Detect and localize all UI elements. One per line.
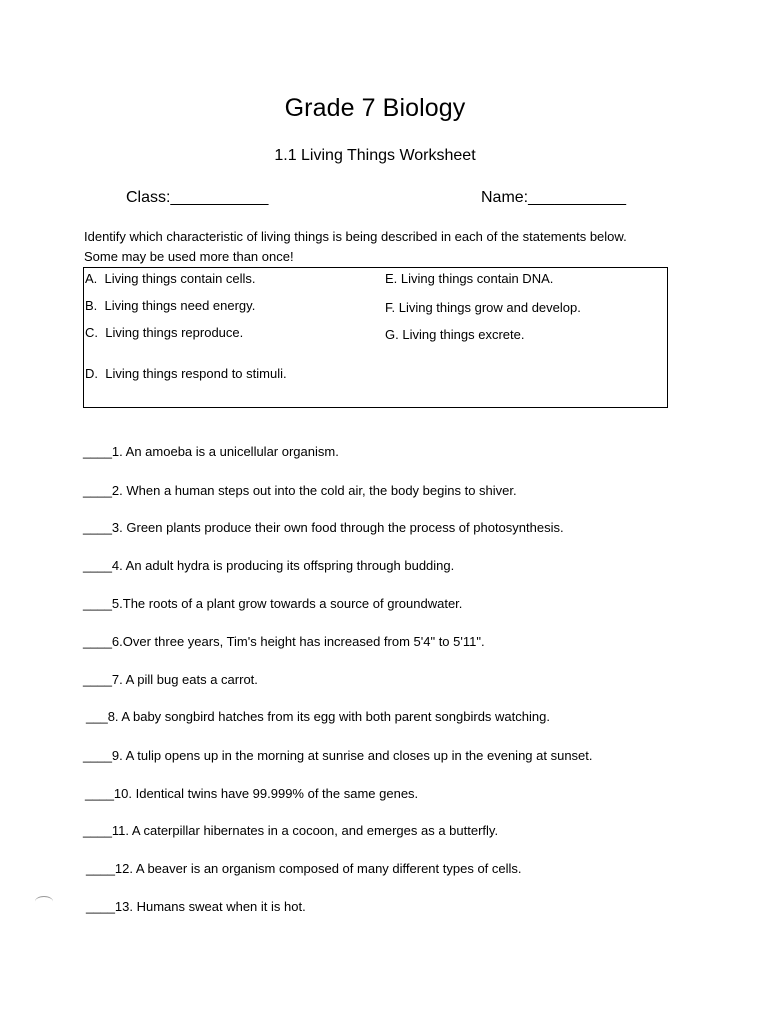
option-c: C. Living things reproduce. [85,325,244,340]
page-title: Grade 7 Biology [284,94,466,122]
question-item: ____12. A beaver is an organism composed of many different types of cells. [86,861,522,876]
name-field-label: Name:___________ [481,189,627,206]
page-subtitle: 1.1 Living Things Worksheet [274,147,476,164]
question-item: ____5.The roots of a plant grow towards a source of groundwater. [83,596,463,611]
question-item: ____2. When a human steps out into the cold air, the body begins to shiver. [83,483,517,498]
option-d: D. Living things respond to stimuli. [85,366,287,381]
option-b: B. Living things need energy. [85,298,256,313]
option-e: E. Living things contain DNA. [385,271,554,286]
question-item: ___8. A baby songbird hatches from its egg with both parent songbirds watching. [86,709,550,724]
instructions-text: Identify which characteristic of living things is being described in each of the statements below. Some may be used more than once! [84,229,627,264]
question-item: ____11. A caterpillar hibernates in a cocoon, and emerges as a butterfly. [83,823,499,838]
question-item: ____10. Identical twins have 99.999% of the same genes. [85,786,419,801]
class-field-label: Class:___________ [126,189,269,206]
option-f: F. Living things grow and develop. [385,300,581,315]
page-corner-mark [35,896,53,907]
option-a: A. Living things contain cells. [85,271,256,286]
question-item: ____9. A tulip opens up in the morning at sunrise and closes up in the evening at sunset. [83,748,593,763]
question-item: ____4. An adult hydra is producing its offspring through budding. [83,558,455,573]
question-item: ____1. An amoeba is a unicellular organism. [83,444,339,459]
question-item: ____6.Over three years, Tim's height has increased from 5'4" to 5'11". [83,634,485,649]
option-g: G. Living things excrete. [385,327,525,342]
question-item: ____13. Humans sweat when it is hot. [86,899,306,914]
question-item: ____7. A pill bug eats a carrot. [83,672,258,687]
question-item: ____3. Green plants produce their own food through the process of photosynthesis. [83,520,564,535]
options-box [83,267,668,408]
